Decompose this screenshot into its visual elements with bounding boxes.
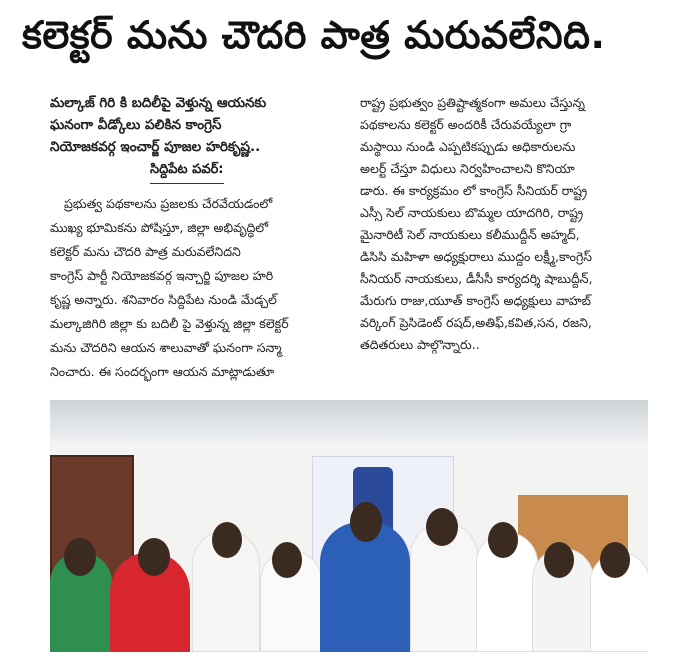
subheadline [50, 92, 340, 158]
body-line: మస్థాయి నుండి ఎప్పటికప్పుడు అధికారులను [360, 139, 576, 154]
subhead-line: మల్కాజ్ గిరి కి బదిలీపై వెళ్తున్న ఆయనకు [50, 95, 267, 111]
right-column [360, 92, 652, 356]
body-line: రాష్ట్ర ప్రభుత్వం ప్రతిష్టాత్మకంగా అమలు చేస్తున్న [360, 95, 585, 110]
body-line: కాంగ్రెస్ పార్టీ నియోజకవర్గ ఇన్చార్జి పూజల హరి [50, 268, 274, 283]
subhead-line: ఘనంగా వీడ్కోలు పలికిన కాంగ్రెస్ [50, 117, 222, 133]
photo-person-head [212, 522, 242, 558]
body-line: అలర్ట్ చేస్తూ విధులు నిర్వహించాలని కొనియా [360, 161, 575, 176]
body-line: ఎస్సీ సెల్ నాయకులు బొమ్మల యాదగిరి, రాష్ట్ర [360, 205, 584, 220]
event-photo [50, 400, 648, 652]
subhead-line: నియోజకవర్గ ఇంచార్జ్ పూజల హరికృష్ణ.. [50, 139, 261, 155]
body-line: మను చౌదరిని ఆయన శాలువాతో ఘనంగా సన్మా [50, 340, 282, 355]
body-line: సీనియర్ నాయకులు, డీసీసీ కార్యదర్శి షాబుద్దీన్, [360, 271, 593, 286]
body-left [50, 192, 340, 384]
photo-person-head [64, 538, 96, 576]
photo-person-head [544, 542, 574, 578]
photo-person-head [350, 502, 382, 542]
body-line: కృష్ణ అన్నారు. శనివారం సిద్దిపేట నుండి మేడ్చల్ [50, 292, 277, 307]
body-line: ప్రభుత్వ పథకాలను ప్రజలకు చేరవేయడంలో [64, 196, 273, 211]
photo-person-head [600, 542, 630, 578]
body-line: మల్కాజిగిరి జిల్లా కు బదిలీ పై వెళ్తున్న జిల్లా కలెక్టర్ [50, 316, 289, 331]
photo-person-head [138, 538, 170, 576]
photo-person-head [488, 522, 518, 558]
dateline: సిద్దిపేట పవర్: [150, 162, 224, 184]
body-line: నించారు. ఈ సందర్భంగా ఆయన మాట్లాడుతూ [50, 364, 275, 379]
body-line: పథకాలను కలెక్టర్ అందరికీ చేరువయ్యేలా గ్రా [360, 117, 572, 132]
body-line: తదితరులు పాల్గొన్నారు.. [360, 337, 480, 352]
body-right [360, 92, 652, 356]
body-line: మేరుగు రాజు,యూత్ కాంగ్రెస్ అధ్యక్షులు వాహబ్ [360, 293, 592, 308]
body-line: డారు. ఈ కార్యక్రమం లో కాంగ్రెస్ సీనియర్ రాష్ట్ర [360, 183, 588, 198]
body-line: ముఖ్య భూమికను పోషిస్తూ, జిల్లా అభివృద్ధిలో [50, 220, 269, 235]
headline: కలెక్టర్ మను చౌదరి పాత్ర మరువలేనిది. [22, 13, 606, 57]
body-line: మైనారిటీ సెల్ నాయకులు కలీముద్దీన్ అహ్మద్, [360, 227, 580, 242]
photo-person-head [426, 508, 458, 546]
body-line: వర్కింగ్ ప్రెసిడెంట్ రషద్,అతిఫ్,కవిత,సన, రజని, [360, 315, 592, 330]
body-line: డిసిసి మహిళా అధ్యక్షురాలు ముద్దం లక్ష్మీ,కాంగ్రెస్ [360, 249, 593, 264]
body-line: కలెక్టర్ మను చౌదరి పాత్ర మరువలేనిదని [50, 244, 241, 259]
photo-ceiling [50, 400, 648, 442]
photo-person-head [272, 542, 302, 578]
left-column [50, 92, 340, 384]
